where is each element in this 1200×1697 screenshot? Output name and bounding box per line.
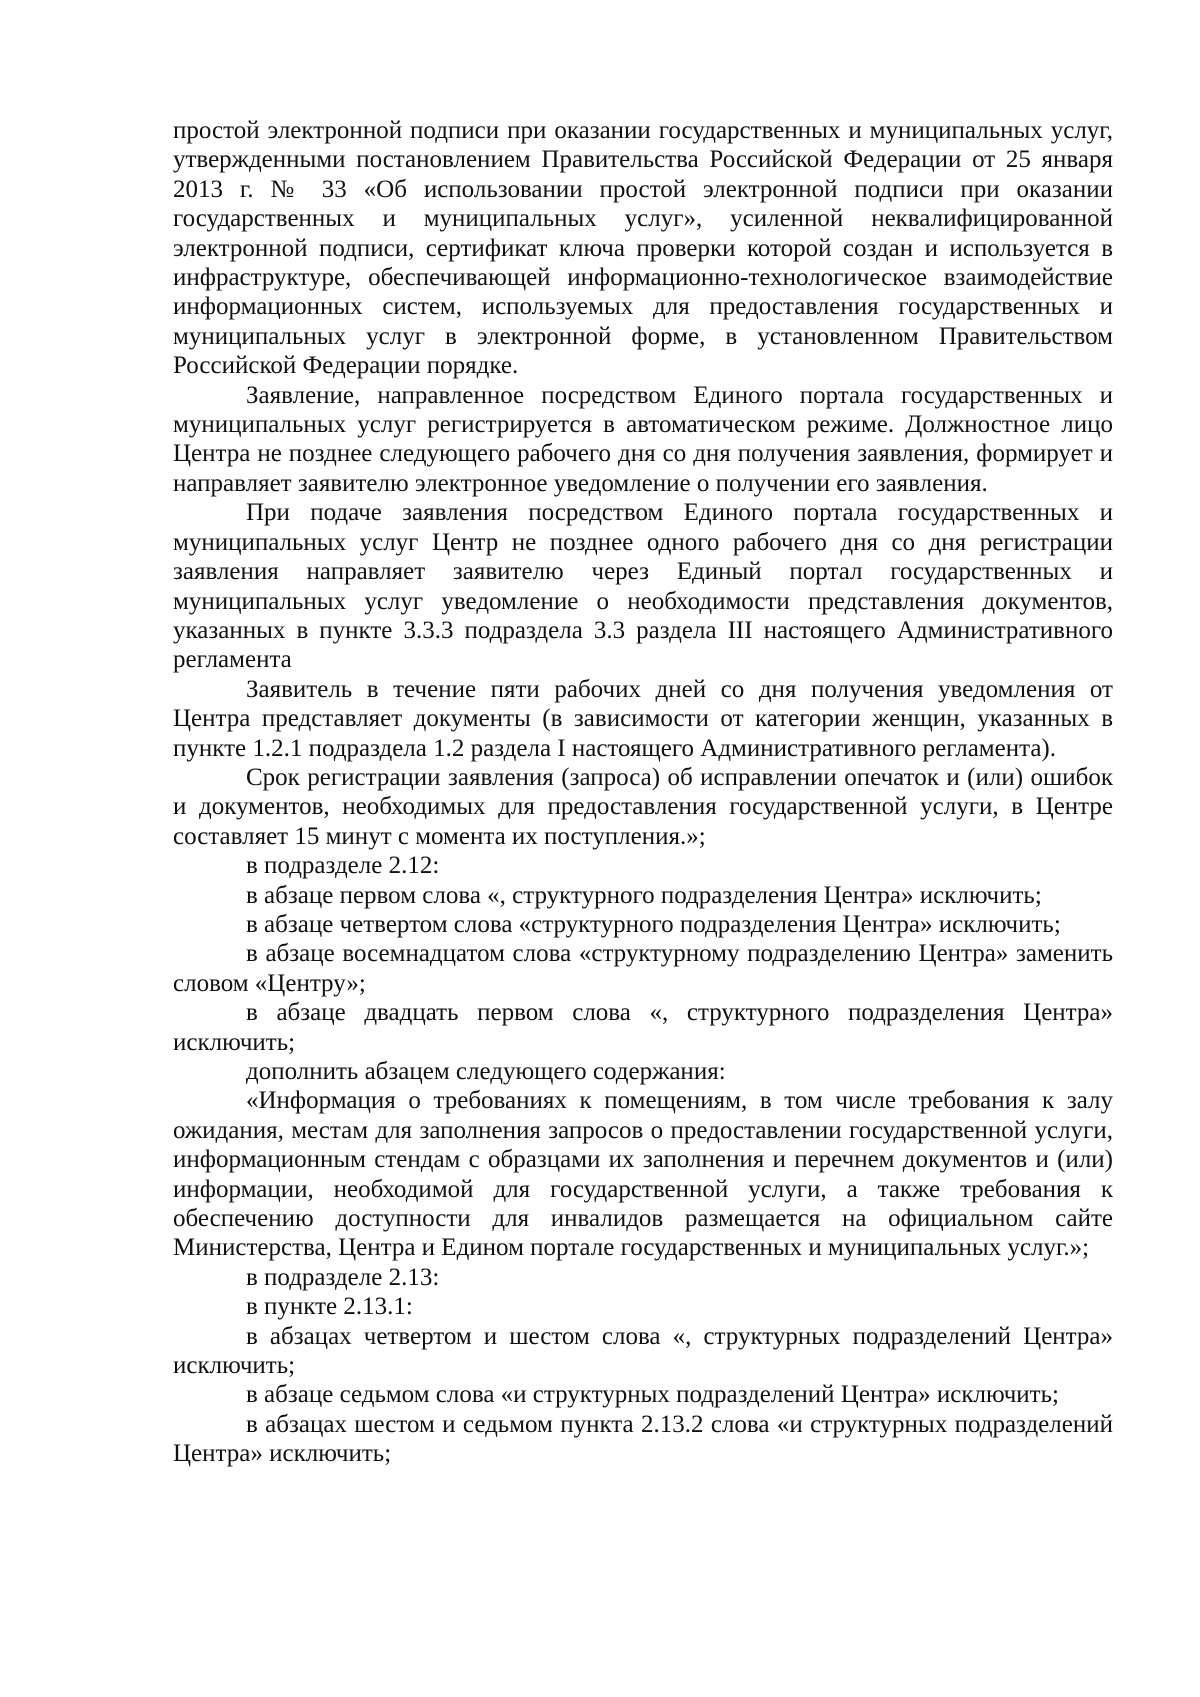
paragraph-12: «Информация о требованиях к помещениям, в том числе требования к залу ожидания, местам для заполнения запросов о предоставлении государственной услуги, информационным стендам с образцами их заполнения и перечнем документов и (или) информации, необходимой для государственной услуги, а также требования к обеспечению доступности для инвалидов размещается на официальном сайте Министерства, Центра и Едином портале государственных и муниципальных услуг.»; bbox=[173, 1087, 1113, 1262]
paragraph-9: в абзаце восемнадцатом слова «структурному подразделению Центра» заменить словом «Центру»; bbox=[173, 940, 1113, 997]
paragraph-14: в пункте 2.13.1: bbox=[246, 1293, 413, 1321]
paragraph-2: Заявление, направленное посредством Единого портала государственных и муниципальных услуг регистрируется в автоматическом режиме. Должностное лицо Центра не позднее следующего рабочего дня со дня получения заявления, формирует и направляет заявителю электронное уведомление о получении его заявления. bbox=[173, 381, 1113, 497]
paragraph-8: в абзаце четвертом слова «структурного подразделения Центра» исключить; bbox=[246, 910, 1061, 938]
paragraph-11: дополнить абзацем следующего содержания: bbox=[246, 1058, 726, 1085]
paragraph-7: в абзаце первом слова «, структурного подразделения Центра» исключить; bbox=[246, 881, 1042, 909]
paragraph-3: При подаче заявления посредством Единого портала государственных и муниципальных услуг Центр не позднее одного рабочего дня со дня регистрации заявления направляет заявителю через Единый портал государственных и муниципальных услуг уведомление о необходимости представления документов, указанных в пункте 3.3.3 подраздела 3.3 раздела III настоящего Административного регламента bbox=[173, 499, 1113, 674]
paragraph-16: в абзаце седьмом слова «и структурных подразделений Центра» исключить; bbox=[246, 1381, 1059, 1409]
document-body bbox=[173, 116, 1113, 1469]
paragraph-17: в абзацах шестом и седьмом пункта 2.13.2 слова «и структурных подразделений Центра» исключить; bbox=[173, 1410, 1113, 1468]
paragraph-6: в подразделе 2.12: bbox=[246, 852, 440, 880]
paragraph-4: Заявитель в течение пяти рабочих дней со дня получения уведомления от Центра представляет документы (в зависимости от категории женщин, указанных в пункте 1.2.1 подраздела 1.2 раздела I настоящего Административного регламента). bbox=[173, 675, 1113, 762]
paragraph-15: в абзацах четвертом и шестом слова «, структурных подразделений Центра» исключить; bbox=[173, 1322, 1113, 1380]
paragraph-13: в подразделе 2.13: bbox=[246, 1263, 440, 1291]
paragraph-10: в абзаце двадцать первом слова «, структурного подразделения Центра» исключить; bbox=[173, 999, 1113, 1056]
paragraph-5: Срок регистрации заявления (запроса) об исправлении опечаток и (или) ошибок и документов, необходимых для предоставления государственной услуги, в Центре составляет 15 минут с момента их поступления.»; bbox=[173, 763, 1113, 850]
paragraph-1: простой электронной подписи при оказании государственных и муниципальных услуг, утвержденными постановлением Правительства Российской Федерации от 25 января 2013 г. № 33 «Об использовании простой электронной подписи при оказании государственных и муниципальных услуг», усиленной неквалифицированной электронной подписи, сертификат ключа проверки которой создан и используется в инфраструктуре, обеспечивающей информационно-технологическое взаимодействие информационных систем, используемых для предоставления государственных и муниципальных услуг в электронной форме, в установленном Правительством Российской Федерации порядке. bbox=[173, 117, 1113, 380]
